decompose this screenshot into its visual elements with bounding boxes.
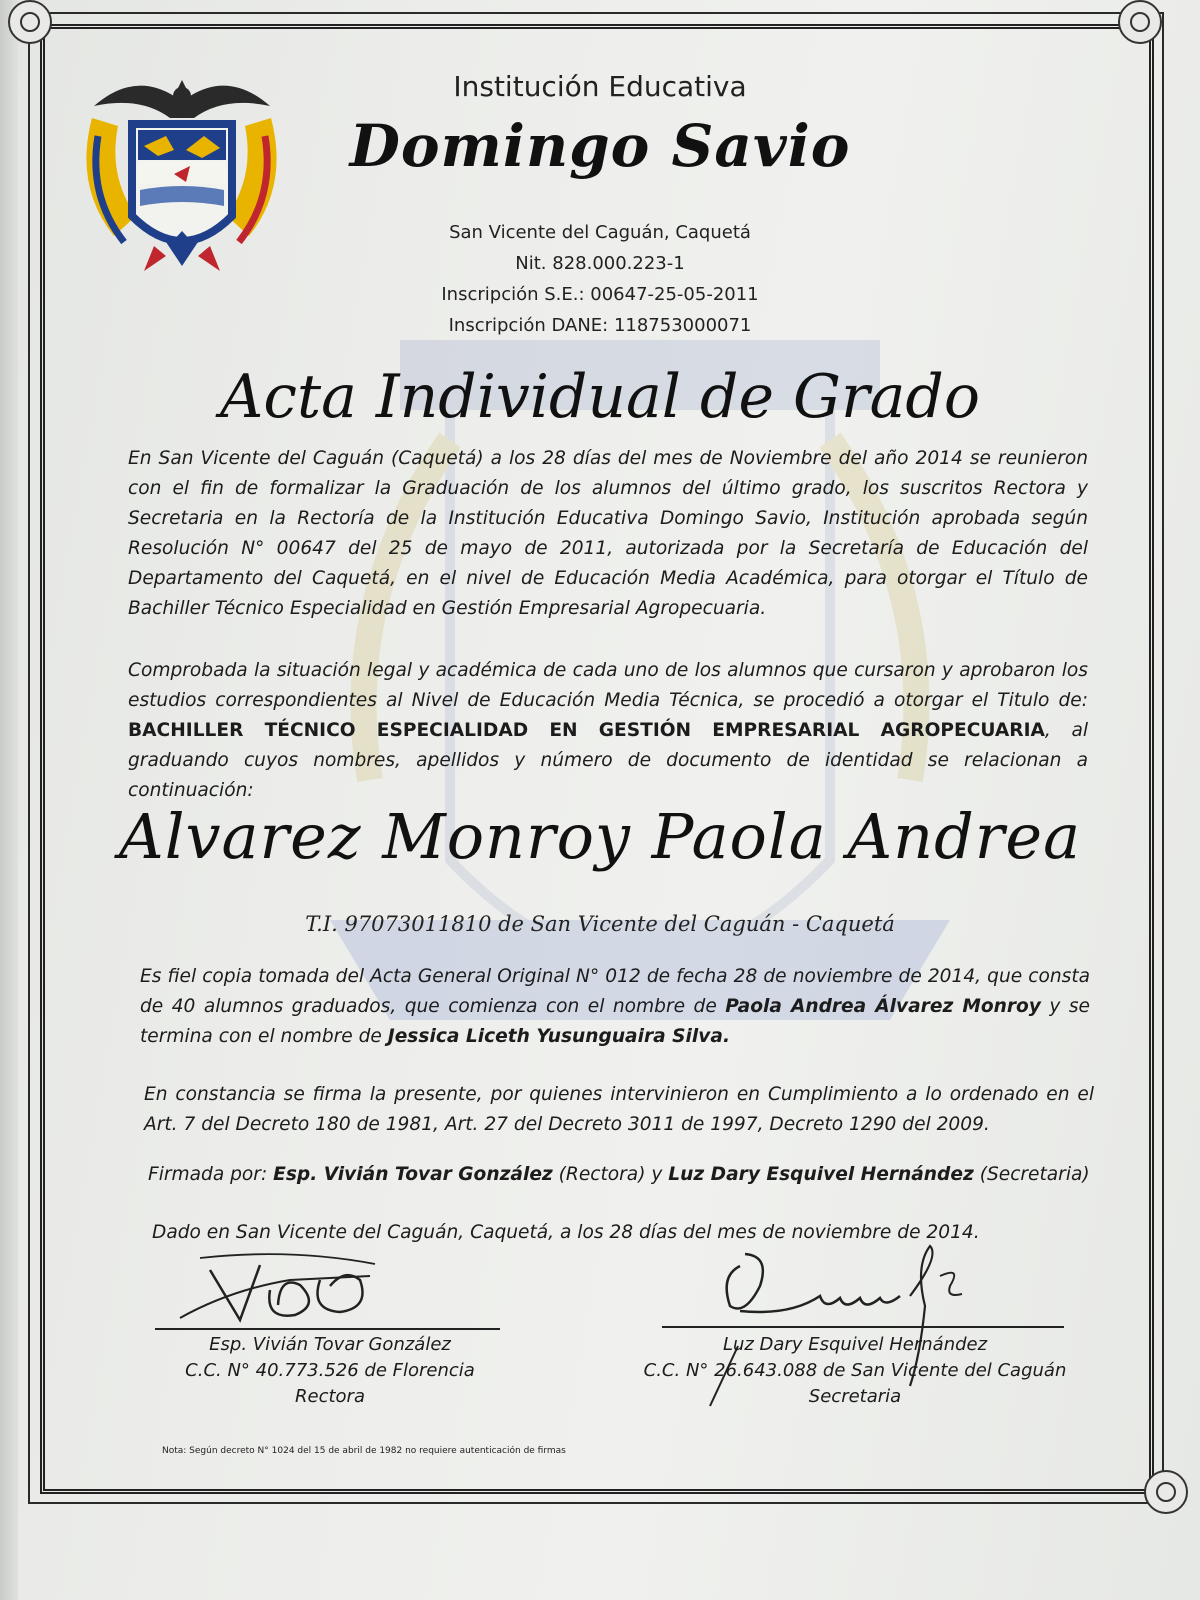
info-se-registration: Inscripción S.E.: 00647-25-05-2011 [441,284,759,305]
signature-block-rectora [140,1332,520,1410]
last-graduate-name: Jessica Liceth Yusunguaira Silva. [387,1026,731,1047]
secretaria-name: Luz Dary Esquivel Hernández [722,1334,988,1355]
rectora-role: Rectora [295,1386,365,1407]
signer-role-1: (Rectora) y [552,1164,669,1185]
graduate-name: Alvarez Monroy Paola Andrea [118,800,1082,873]
info-nit: Nit. 828.000.223-1 [515,253,685,274]
signed-by-prefix: Firmada por: [148,1164,274,1185]
paragraph-decrees: En constancia se firma la presente, por quienes intervinieron en Cumplimiento a lo ordenado en el Art. 7 del Decreto 180 de 1981, Art. 27 del Decreto 3011 de 1997, Decreto 1290 del 2009. [144,1084,1094,1135]
secretaria-role: Secretaria [808,1386,902,1407]
signer-rectora: Esp. Vivián Tovar González [273,1164,553,1185]
paragraph-verification-text: Comprobada la situación legal y académica de cada uno de los alumnos que cursaron y aprobaron los estudios correspondientes al Nivel de Educación Media Técnica, se procedió a otorgar el Titulo de: [128,660,1088,711]
authentication-note: Nota: Según decreto N° 1024 del 15 de abril de 1982 no requiere autenticación de firmas [162,1446,566,1456]
signer-role-2: (Secretaria) [973,1164,1090,1185]
signature-line-rectora [155,1328,500,1330]
corner-ornament-top-right [1118,0,1162,44]
paragraph-true-copy [140,962,1090,1052]
true-copy-text: Es fiel copia tomada del Acta General Original N° 012 de fecha 28 de noviembre de 2014, que consta de 40 alumnos graduados, que comienza con el nombre de [140,966,1090,1017]
signer-secretaria: Luz Dary Esquivel Hernández [668,1164,974,1185]
corner-ornament-top-left [8,0,52,44]
info-location: San Vicente del Caguán, Caquetá [449,222,751,243]
signature-rectora [170,1250,400,1340]
document-title: Acta Individual de Grado [220,362,980,432]
info-dane-registration: Inscripción DANE: 118753000071 [448,315,752,336]
corner-ornament-bottom-right [1144,1470,1188,1514]
true-copy-text-mid: y se termina con el nombre de [140,996,1090,1047]
institution-name: Domingo Savio [349,112,851,180]
rectora-id: C.C. N° 40.773.526 de Florencia [185,1360,475,1381]
paragraph-given-at: Dado en San Vicente del Caguán, Caquetá, a los 28 días del mes de noviembre de 2014. [152,1222,980,1243]
paragraph-intro: En San Vicente del Caguán (Caquetá) a los 28 días del mes de Noviembre del año 2014 se reunieron con el fin de formalizar la Graduación de los alumnos del último grado, los suscritos Rectora y Secretaria en la Rectoría de la Institución Educativa Domingo Savio, Institución aprobada según Resolución N° 00647 del 25 de mayo de 2011, autorizada por la Secretaría de Educación del Departamento del Caquetá, en el nivel de Educación Media Académica, para otorgar el Título de Bachiller Técnico Especialidad en Gestión Empresarial Agropecuaria. [128,448,1088,619]
paragraph-verification-text-end: , al graduando cuyos nombres, apellidos y número de documento de identidad se relacionan a continuación: [128,720,1089,801]
signature-line-secretaria [662,1326,1064,1328]
degree-title: BACHILLER TÉCNICO ESPECIALIDAD EN GESTIÓN EMPRESARIAL AGROPECUARIA [128,720,1045,741]
signature-block-secretaria [640,1332,1070,1410]
institution-label: Institución Educativa [453,70,747,103]
first-graduate-name: Paola Andrea Álvarez Monroy [725,996,1041,1017]
paragraph-verification [128,656,1088,806]
rectora-name: Esp. Vivián Tovar González [209,1334,451,1355]
graduate-document: T.I. 97073011810 de San Vicente del Caguán - Caquetá [305,912,895,936]
paragraph-signed-by [148,1160,1098,1190]
secretaria-id: C.C. N° 26.643.088 de San Vicente del Caguán [643,1360,1067,1381]
